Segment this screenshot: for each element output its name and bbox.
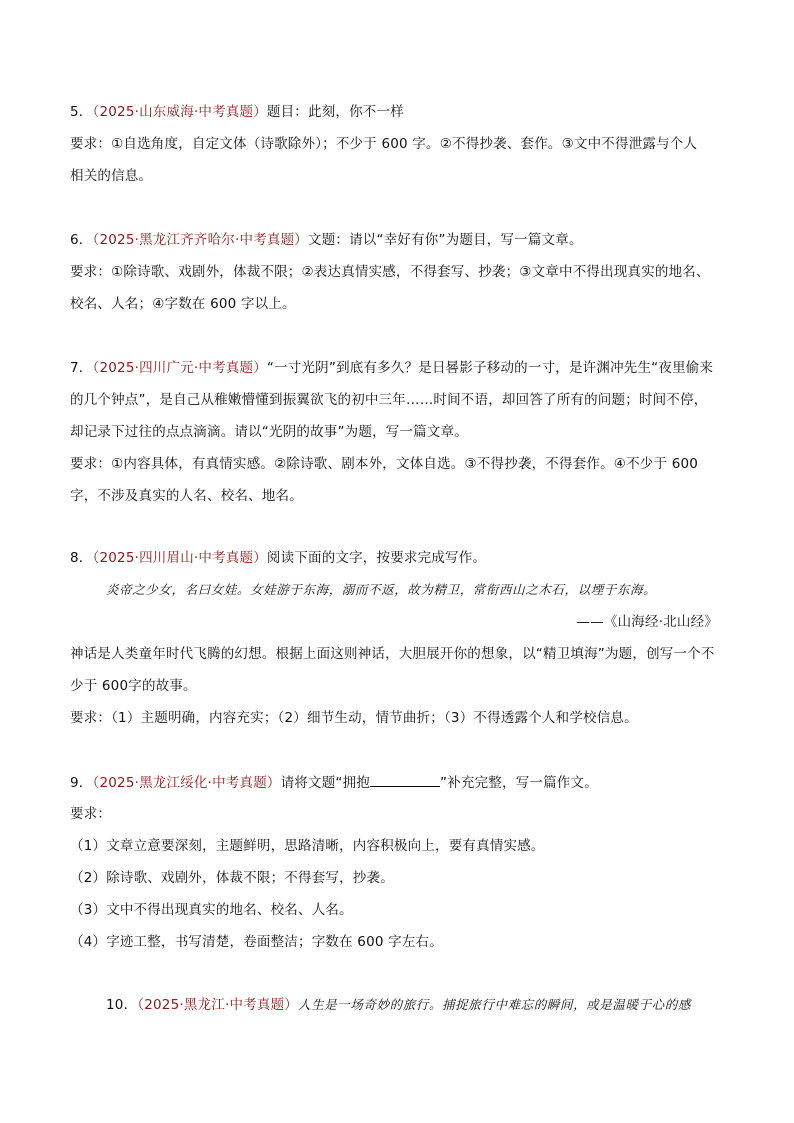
question-9-requirement-item: （3）文中不得出现真实的地名、校名、人名。: [70, 902, 353, 918]
question-source: （2025·黑龙江齐齐哈尔·中考真题）: [92, 232, 308, 248]
question-9-requirement-item: （1）文章立意要深刻，主题鲜明，思路清晰，内容积极向上，要有真情实感。: [70, 838, 545, 854]
classical-quote: 炎帝之少女，名曰女娃。女娃游于东海，溺而不返，故为精卫，常衔西山之木石，以堙于东海。: [106, 582, 657, 597]
question-9-heading: [70, 772, 598, 793]
question-10-heading: [106, 995, 691, 1015]
question-5-requirement-line-1: 要求：①自选角度，自定文体（诗歌除外）；不少于 600 字。②不得抄袭、套作。③文中不得泄露与个人: [70, 136, 698, 152]
quote-citation: ——《山海经·北山经》: [576, 614, 718, 630]
question-title-suffix: ”补充完整，写一篇作文。: [440, 775, 598, 791]
question-number: 5．: [70, 104, 93, 120]
question-7-text-line-2: 的几个钟点”，是自己从稚嫩懵懂到振翼欲飞的初中三年……时间不语，却回答了所有的问题；时间不停，: [70, 392, 708, 408]
question-6-requirement-line-2: 校名、人名；④字数在 600 字以上。: [70, 296, 296, 312]
question-7-heading: [70, 358, 713, 378]
question-source: （2025·四川眉山·中考真题）: [92, 550, 267, 566]
question-source: （2025·四川广元·中考真题）: [92, 360, 267, 376]
question-source: （2025·山东威海·中考真题）: [92, 104, 267, 120]
question-9-requirement-item: （2）除诗歌、戏剧外，体裁不限；不得套写，抄袭。: [70, 870, 394, 886]
question-5-requirement-line-2: 相关的信息。: [70, 168, 153, 184]
fill-in-blank: [370, 772, 440, 787]
question-9-requirement-label: 要求：: [70, 806, 112, 822]
question-8-text-line-2: 少于 600字的故事。: [70, 678, 197, 694]
question-number: 8．: [70, 550, 93, 566]
question-text-line-1: “一寸光阴”到底有多久？是日晷影子移动的一寸，是许渊冲先生“夜里偷来: [266, 360, 714, 376]
question-5-heading: [70, 102, 404, 122]
question-title: 题目：此刻，你不一样: [266, 104, 404, 120]
question-text: 人生是一场奇妙的旅行。捕捉旅行中难忘的瞬间，或是温暖于心的感: [297, 997, 691, 1012]
question-6-heading: [70, 230, 583, 250]
question-6-requirement-line-1: 要求：①除诗歌、戏剧外，体裁不限；②表达真情实感，不得套写、抄袭；③文章中不得出现真实的地名、: [70, 264, 710, 280]
question-8-text-line-1: 神话是人类童年时代飞腾的幻想。根据上面这则神话，大胆展开你的想象，以“精卫填海”为题，创写一个不: [70, 646, 715, 662]
question-number: 6．: [70, 232, 93, 248]
question-8-requirement: 要求：（1）主题明确，内容充实；（2）细节生动，情节曲折；（3）不得透露个人和学校信息。: [70, 710, 638, 726]
question-8-heading: [70, 548, 486, 568]
question-source: （2025·黑龙江绥化·中考真题）: [92, 775, 281, 791]
question-number: 7．: [70, 360, 93, 376]
question-7-requirement-line-1: 要求：①内容具体，有真情实感。②除诗歌、剧本外，文体自选。③不得抄袭，不得套作。④不少于 600: [70, 456, 699, 472]
question-7-requirement-line-2: 字，不涉及真实的人名、校名、地名。: [70, 488, 303, 504]
question-title: 文题：请以“幸好有你”为题目，写一篇文章。: [308, 232, 583, 248]
question-9-requirement-item: （4）字迹工整，书写清楚，卷面整洁；字数在 600 字左右。: [70, 934, 443, 950]
question-source: （2025·黑龙江·中考真题）: [137, 997, 298, 1013]
question-7-text-line-3: 却记录下过往的点点滴滴。请以“光阴的故事”为题，写一篇文章。: [70, 424, 468, 440]
question-title-prefix: 请将文题“拥抱: [280, 775, 370, 791]
question-intro: 阅读下面的文字，按要求完成写作。: [266, 550, 487, 566]
question-number: 9．: [70, 775, 93, 791]
question-number: 10．: [106, 997, 138, 1013]
